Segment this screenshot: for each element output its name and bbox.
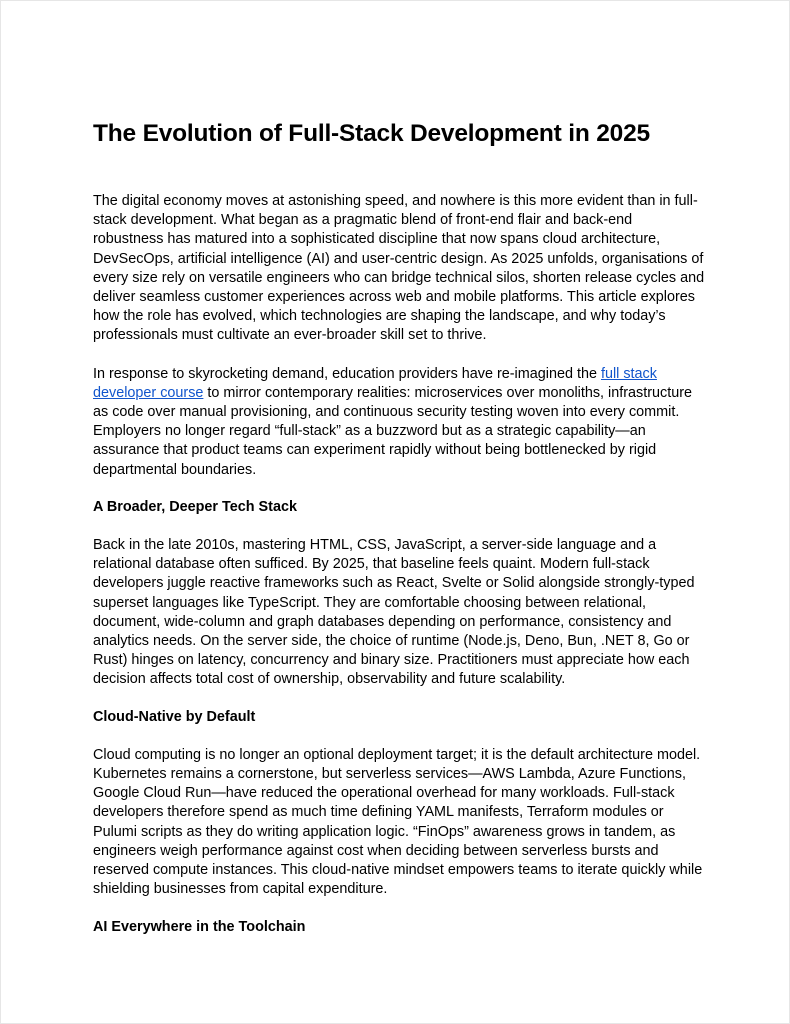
article — [93, 118, 705, 937]
page-title: The Evolution of Full-Stack Development in 2025 — [93, 120, 650, 147]
demand-paragraph — [93, 365, 705, 480]
section-body-cloud-native: Cloud computing is no longer an optional deployment target; it is the default architecture model. Kubernetes remains a cornerstone, but serverless services—AWS Lambda, Azure Functions, Google Cloud Run—have reduced the operational overhead for many workloads. Full-stack developers therefore spend as much time defining YAML manifests, Terraform modules or Pulumi scripts as they do writing application logic. “FinOps” awareness grows in tandem, as engineers weigh performance against cost when deciding between serverless bursts and reserved compute instances. This cloud-native mindset empowers teams to iterate quickly while shielding businesses from capital expenditure. — [93, 746, 703, 898]
section-body-tech-stack: Back in the late 2010s, mastering HTML, CSS, JavaScript, a server-side language and a relational database often sufficed. By 2025, that baseline feels quaint. Modern full-stack developers juggle reactive frameworks such as React, Svelte or Solid alongside strongly-typed superset languages like TypeScript. They are comfortable choosing between relational, document, wide-column and graph databases depending on performance, consistency and analytics needs. On the server side, the choice of runtime (Node.js, Deno, Bun, .NET 8, Go or Rust) hinges on latency, concurrency and binary size. Practitioners must appreciate how each decision affects total cost of ownership, observability and future scalability. — [93, 537, 695, 688]
section-heading-tech-stack: A Broader, Deeper Tech Stack — [93, 498, 297, 515]
intro-paragraph: The digital economy moves at astonishing speed, and nowhere is this more evident than in full-stack development. What began as a pragmatic blend of front-end flair and back-end robustness has matured into a sophisticated discipline that now spans cloud architecture, DevSecOps, artificial intelligence (AI) and user-centric design. As 2025 unfolds, organisations of every size rely on versatile engineers who can bridge technical silos, shorten release cycles and deliver seamless customer experiences across web and mobile platforms. This article explores how the role has evolved, which technologies are shaping the landscape, and why today’s professionals must cultivate an ever-broader skill set to thrive. — [93, 193, 705, 344]
demand-text-before: In response to skyrocketing demand, education providers have re-imagined the — [93, 365, 601, 382]
section-heading-ai-toolchain: AI Everywhere in the Toolchain — [93, 918, 306, 935]
section-heading-cloud-native: Cloud-Native by Default — [93, 708, 256, 725]
demand-text-after: to mirror contemporary realities: microservices over monoliths, infrastructure as code over manual provisioning, and continuous security testing woven into every commit. Employers no longer regard “full-stack” as a buzzword but as a strategic capability—an assurance that product teams can experiment rapidly without being bottlenecked by rigid departmental boundaries. — [93, 384, 693, 478]
full-stack-course-link[interactable]: full stack developer course — [93, 365, 657, 401]
